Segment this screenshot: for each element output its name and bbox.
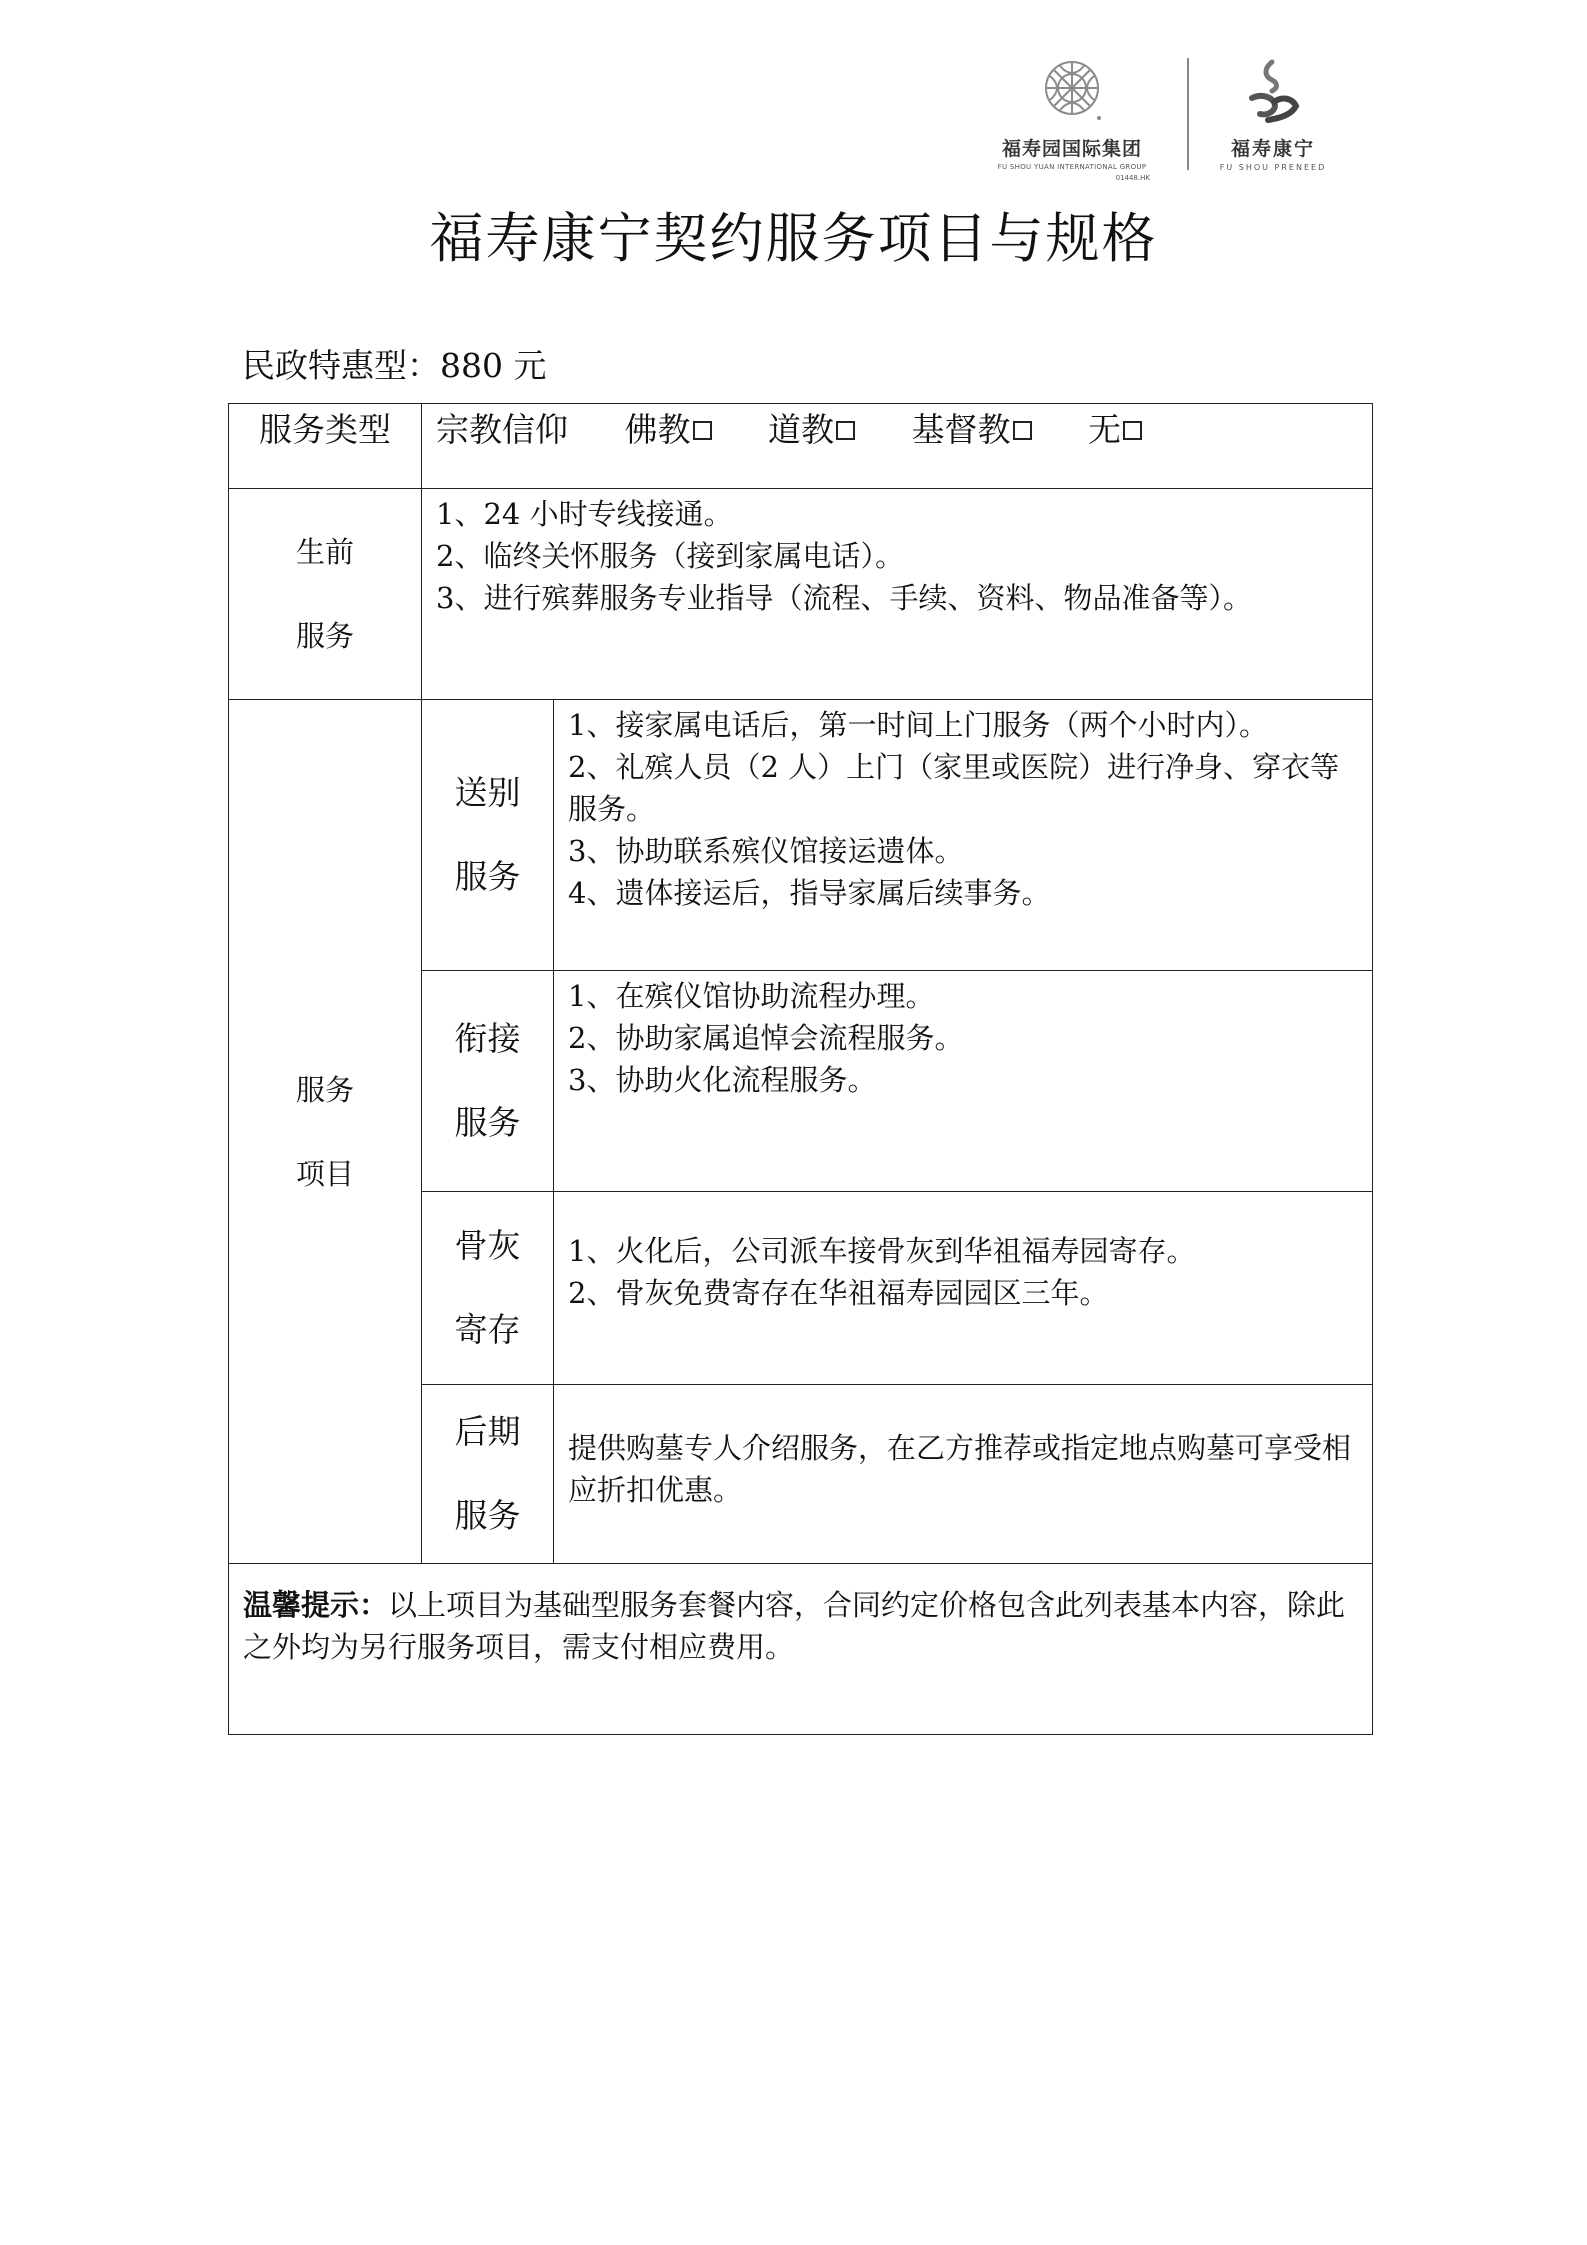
service-type-value xyxy=(422,404,1373,489)
list-item: 2、协助家属追悼会流程服务。 xyxy=(568,1021,964,1055)
transition-service-label xyxy=(422,971,554,1192)
brand-logo xyxy=(1208,52,1338,182)
ashes-label-line2: 寄存 xyxy=(454,1310,521,1349)
tip-label: 温馨提示： xyxy=(243,1588,389,1622)
transition-service-items xyxy=(554,971,1373,1192)
service-items-label-line1: 服务 xyxy=(295,1072,354,1107)
buddhism-checkbox[interactable] xyxy=(693,421,712,440)
option-buddhism[interactable] xyxy=(625,410,712,449)
list-item: 3、进行殡葬服务专业指导（流程、手续、资料、物品准备等）。 xyxy=(436,581,1252,615)
list-item: 2、临终关怀服务（接到家属电话）。 xyxy=(436,539,904,573)
service-items-label xyxy=(229,700,422,1564)
ashes-label-line1: 骨灰 xyxy=(454,1226,521,1265)
farewell-service-row xyxy=(229,700,1373,971)
list-item: 1、在殡仪馆协助流程办理。 xyxy=(568,979,935,1013)
farewell-label-line2: 服务 xyxy=(454,857,521,896)
price-line: 民政特惠型：880 元 xyxy=(242,346,547,385)
service-type-label: 服务类型 xyxy=(229,404,422,489)
tip-text: 以上项目为基础型服务套餐内容，合同约定价格包含此列表基本内容，除此之外均为另行服务项目，需支付相应费用。 xyxy=(243,1588,1346,1664)
pre-service-label xyxy=(229,489,422,700)
list-item: 3、协助火化流程服务。 xyxy=(568,1063,877,1097)
group-logo-subtitle: FU SHOU YUAN INTERNATIONAL GROUP xyxy=(997,163,1147,171)
farewell-label-line1: 送别 xyxy=(454,773,521,812)
list-item: 1、接家属电话后，第一时间上门服务（两个小时内）。 xyxy=(568,708,1268,742)
pre-service-row xyxy=(229,489,1373,700)
option-buddhism-label: 佛教 xyxy=(624,410,691,449)
list-item: 1、火化后，公司派车接骨灰到华祖福寿园寄存。 xyxy=(568,1234,1196,1268)
taoism-checkbox[interactable] xyxy=(836,421,855,440)
option-none-label: 无 xyxy=(1088,410,1121,449)
later-service-label xyxy=(422,1385,554,1564)
religion-label: 宗教信仰 xyxy=(436,410,568,449)
brand-logo-name: 福寿康宁 xyxy=(1230,138,1315,160)
option-none[interactable] xyxy=(1088,410,1142,449)
pre-service-label-line2: 服务 xyxy=(295,619,354,653)
group-logo xyxy=(980,52,1200,182)
later-label-line2: 服务 xyxy=(454,1496,521,1535)
pre-service-items xyxy=(422,489,1373,700)
list-item: 2、骨灰免费寄存在华祖福寿园园区三年。 xyxy=(568,1276,1109,1310)
christianity-checkbox[interactable] xyxy=(1013,421,1032,440)
group-logo-name: 福寿园国际集团 xyxy=(1001,138,1142,160)
option-christianity[interactable] xyxy=(912,410,1032,449)
pre-service-label-line1: 生前 xyxy=(295,535,354,569)
flower-emblem-icon xyxy=(1042,58,1102,122)
farewell-service-label xyxy=(422,700,554,971)
ashes-storage-label xyxy=(422,1192,554,1385)
logo-divider xyxy=(1187,58,1189,170)
list-item: 2、礼殡人员（2 人）上门（家里或医院）进行净身、穿衣等服务。 xyxy=(568,750,1340,826)
option-taoism-label: 道教 xyxy=(768,410,834,449)
later-service-items xyxy=(554,1385,1373,1564)
tip-row xyxy=(229,1564,1373,1735)
brand-logo-subtitle: FU SHOU PRENEED xyxy=(1219,163,1327,172)
transition-label-line1: 衔接 xyxy=(454,1019,521,1058)
service-type-row xyxy=(229,404,1373,489)
transition-label-line2: 服务 xyxy=(454,1103,521,1142)
service-items-label-line2: 项目 xyxy=(295,1156,354,1191)
brand-swirl-icon xyxy=(1238,58,1308,124)
list-item: 3、协助联系殡仪馆接运遗体。 xyxy=(568,834,964,868)
service-spec-table xyxy=(228,403,1373,1735)
ashes-storage-items xyxy=(554,1192,1373,1385)
list-item: 提供购墓专人介绍服务，在乙方推荐或指定地点购墓可享受相应折扣优惠。 xyxy=(568,1431,1352,1507)
list-item: 4、遗体接运后，指导家属后续事务。 xyxy=(568,876,1051,910)
none-checkbox[interactable] xyxy=(1123,421,1142,440)
group-logo-code: 01448.HK xyxy=(1115,174,1150,182)
option-christianity-label: 基督教 xyxy=(911,410,1011,449)
document-title: 福寿康宁契约服务项目与规格 xyxy=(429,207,1158,270)
later-label-line1: 后期 xyxy=(454,1412,521,1451)
farewell-service-items xyxy=(554,700,1373,971)
list-item: 1、24 小时专线接通。 xyxy=(436,497,733,531)
option-taoism[interactable] xyxy=(768,410,855,449)
tip-cell xyxy=(229,1564,1373,1735)
